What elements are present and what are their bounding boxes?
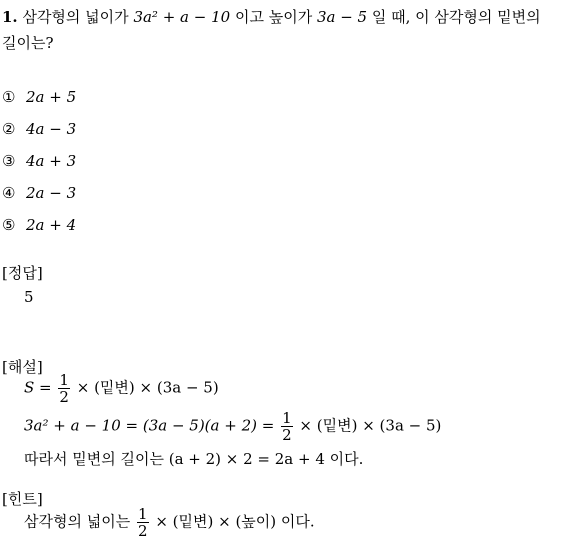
explanation-line-3: 따라서 밑변의 길이는 (a + 2) × 2 = 2a + 4 이다. [24,450,364,468]
question-text-c: 일 때, 이 삼각형의 밑변의 [371,8,541,26]
question-line-1 [2,6,541,27]
fraction-numerator: 1 [59,371,69,389]
hint-text-right: × (밑변) × (높이) 이다. [155,512,315,531]
explanation-label: [해설] [2,358,43,376]
option-5-expr: 2a + 4 [26,216,77,234]
explanation-line-2 [24,410,441,443]
explanation-line-1 [24,372,219,405]
explanation-line-2-right: × (밑변) × (3a − 5) [299,416,442,435]
option-5[interactable] [2,216,76,234]
area-expression: 3a² + a − 10 [133,8,231,26]
option-1[interactable] [2,88,76,106]
fraction-denominator: 2 [282,426,292,444]
question-text-b: 이고 높이가 [234,8,313,26]
option-4-mark: ④ [2,184,16,202]
explanation-line-1-left: S = [24,378,52,397]
option-1-expr: 2a + 5 [26,88,77,106]
fraction-half [281,410,293,443]
option-5-mark: ⑤ [2,216,16,234]
option-4[interactable] [2,184,76,202]
question-line-2: 길이는? [2,34,54,52]
answer-label: [정답] [2,264,43,282]
option-3-expr: 4a + 3 [26,152,77,170]
fraction-half [137,506,149,539]
hint-text-left: 삼각형의 넓이는 [24,512,131,531]
option-2[interactable] [2,120,76,138]
question-number: 1. [2,8,18,26]
option-3-mark: ③ [2,152,16,170]
hint-label: [힌트] [2,490,43,508]
option-4-expr: 2a − 3 [26,184,77,202]
question-text-a: 삼각형의 넓이가 [22,8,129,26]
option-1-mark: ① [2,88,16,106]
fraction-numerator: 1 [282,409,292,427]
option-2-expr: 4a − 3 [26,120,77,138]
hint-line [24,506,315,539]
option-2-mark: ② [2,120,16,138]
fraction-denominator: 2 [59,388,69,406]
explanation-line-2-left: 3a² + a − 10 = (3a − 5)(a + 2) = [24,416,275,435]
answer-value: 5 [24,288,34,306]
explanation-line-1-right: × (밑변) × (3a − 5) [76,378,219,397]
fraction-half [58,372,70,405]
fraction-numerator: 1 [137,505,148,523]
fraction-denominator: 2 [137,522,148,540]
option-3[interactable] [2,152,76,170]
height-expression: 3a − 5 [316,8,368,26]
